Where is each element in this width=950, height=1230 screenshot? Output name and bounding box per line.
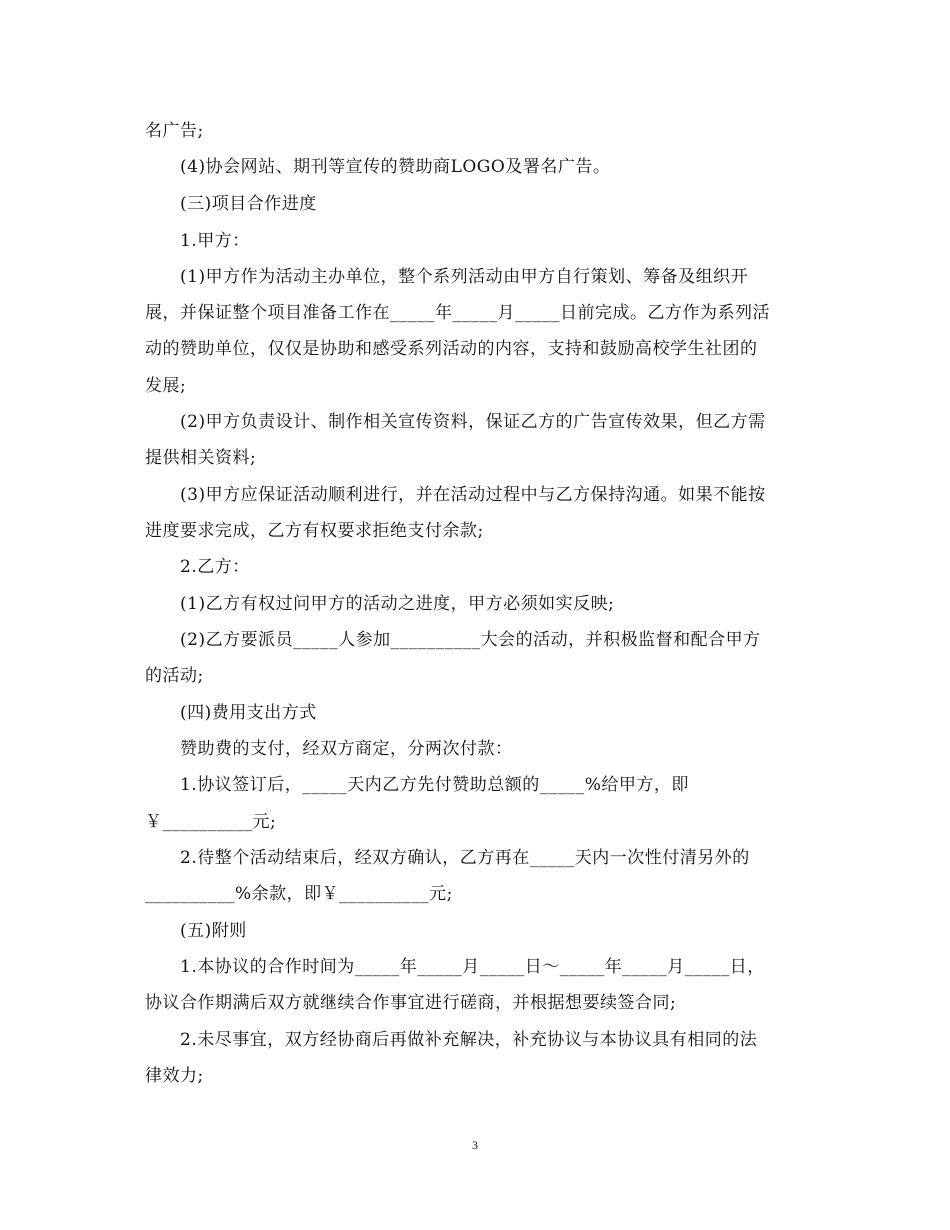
page-number: 3 <box>472 1138 478 1152</box>
text-line: 提供相关资料; <box>145 448 257 468</box>
text-line: 1.协议签订后，_____天内乙方先付赞助总额的_____%给甲方，即 <box>180 775 689 795</box>
text-line: 1.本协议的合作时间为_____年_____月_____日～_____年_____月_____日， <box>180 957 765 977</box>
text-line: 2.待整个活动结束后，经双方确认，乙方再在_____天内一次性付清另外的 <box>180 848 750 868</box>
text-line: (4)协会网站、期刊等宣传的赞助商LOGO及署名广告。 <box>180 157 611 177</box>
text-line: 发展; <box>145 376 187 396</box>
section-heading: (五)附则 <box>180 921 247 941</box>
section-heading: (三)项目合作进度 <box>180 194 317 214</box>
text-line: 2.未尽事宜，双方经协商后再做补充解决，补充协议与本协议具有相同的法 <box>180 1030 758 1050</box>
text-line: __________%余款，即￥__________元; <box>145 884 453 904</box>
text-line: (1)乙方有权过问甲方的活动之进度，甲方必须如实反映; <box>180 594 615 614</box>
text-line: (2)甲方负责设计、制作相关宣传资料，保证乙方的广告宣传效果，但乙方需 <box>180 412 766 432</box>
section-heading: (四)费用支出方式 <box>180 703 317 723</box>
text-line: 进度要求完成，乙方有权要求拒绝支付余款; <box>145 521 484 541</box>
text-line: 的活动; <box>145 666 204 686</box>
text-line: (2)乙方要派员_____人参加__________大会的活动，并积极监督和配合甲方 <box>180 630 761 650</box>
subsection-heading: 2.乙方： <box>180 557 250 577</box>
subsection-heading: 1.甲方： <box>180 231 250 251</box>
text-line: (1)甲方作为活动主办单位，整个系列活动由甲方自行策划、筹备及组织开 <box>180 267 749 287</box>
text-line: 动的赞助单位，仅仅是协助和感受系列活动的内容，支持和鼓励高校学生社团的 <box>145 339 758 359</box>
text-line: ￥__________元; <box>145 812 277 832</box>
text-line: (3)甲方应保证活动顺利进行，并在活动过程中与乙方保持沟通。如果不能按 <box>180 485 766 505</box>
text-line: 律效力; <box>145 1066 204 1086</box>
text-line: 展，并保证整个项目准备工作在_____年_____月_____日前完成。乙方作为系列活 <box>145 303 770 323</box>
text-line: 名广告; <box>145 121 204 141</box>
text-line: 协议合作期满后双方就继续合作事宜进行磋商，并根据想要续签合同; <box>145 993 677 1013</box>
text-line: 赞助费的支付，经双方商定，分两次付款： <box>180 739 513 759</box>
